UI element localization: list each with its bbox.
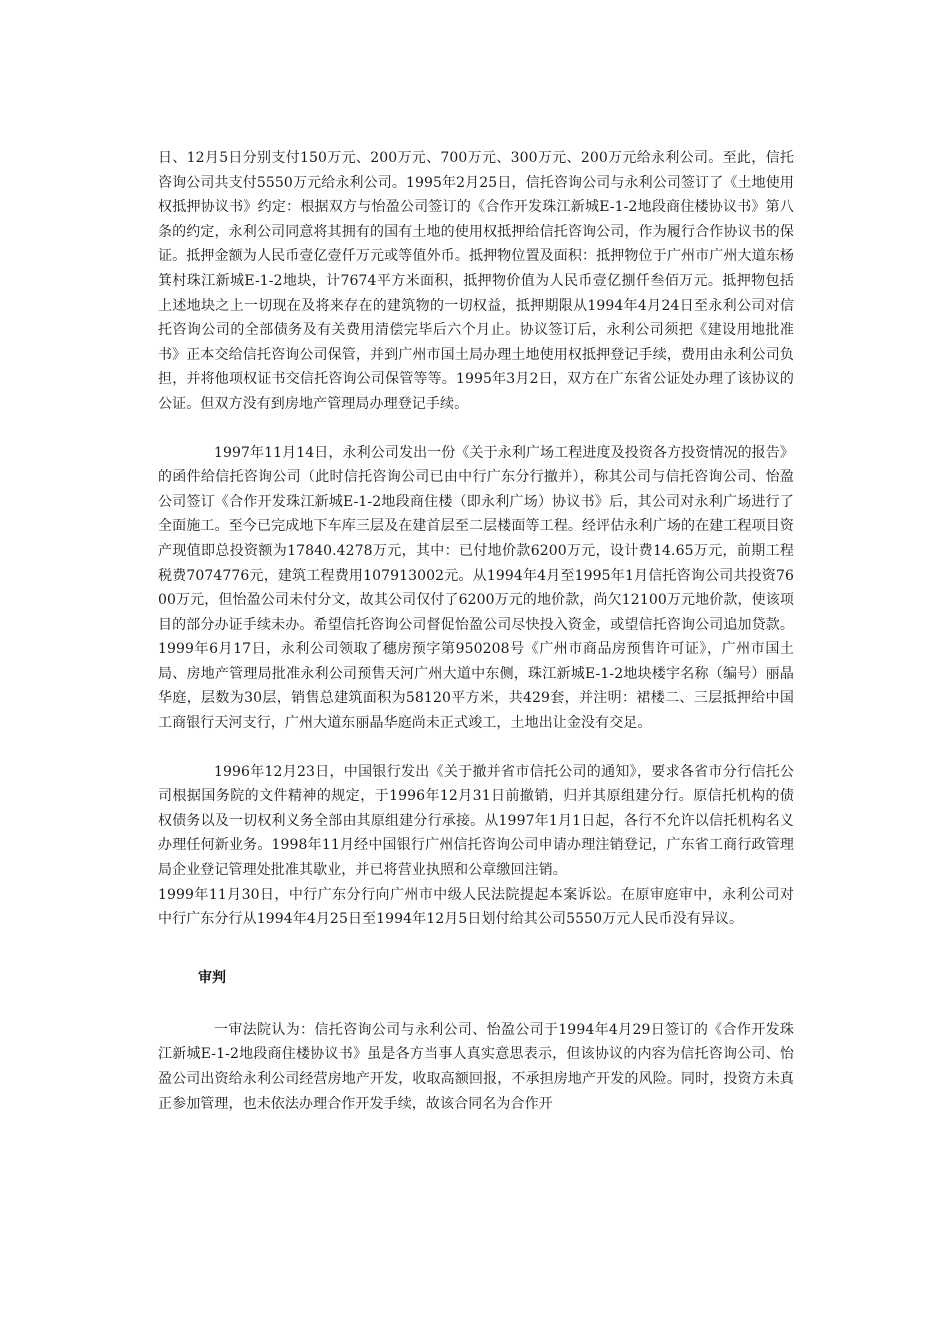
document-page (158, 146, 794, 1116)
paragraph-yongli-report: 1997年11月14日，永利公司发出一份《关于永利广场工程进度及投资各方投资情况的报告》的函件给信托咨询公司（此时信托咨询公司已由中行广东分行撤并），称其公司与信托咨询公司、怡盈公司签订《合作开发珠江新城E-1-2地段商住楼（即永利广场）协议书》后，其公司对永利广场进行了全面施工。至今已完成地下车库三层及在建首层至二层楼面等工程。经评估永利广场的在建工程项目资产现值即总投资额为17840.4278万元，其中：已付地价款6200万元，设计费14.65万元，前期工程税费7074776元，建筑工程费用107913002元。从1994年4月至1995年1月信托咨询公司共投资7600万元，但怡盈公司未付分文，故其公司仅付了6200万元的地价款，尚欠12100万元地价款，使该项目的部分办证手续未办。希望信托咨询公司督促怡盈公司尽快投入资金，或望信托咨询公司追加贷款。1999年6月17日，永利公司领取了穗房预字第950208号《广州市商品房预售许可证》，广州市国土局、房地产管理局批准永利公司预售天河广州大道中东侧，珠江新城E-1-2地块楼宇名称（编号）丽晶华庭，层数为30层，销售总建筑面积为58120平方米，共429套，并注明：裙楼二、三层抵押给中国工商银行天河支行，广州大道东丽晶华庭尚未正式竣工，土地出让金没有交足。 (158, 444, 794, 732)
paragraph-mortgage-agreement: 日、12月5日分别支付150万元、200万元、700万元、300万元、200万元给永利公司。至此，信托咨询公司共支付5550万元给永利公司。1995年2月25日，信托咨询公司与永利公司签订了《土地使用权抵押协议书》约定：根据双方与怡盈公司签订的《合作开发珠江新城E-1-2地段商住楼协议书》第八条的约定，永利公司同意将其拥有的国有土地的使用权抵押给信托咨询公司，作为履行合作协议书的保证。抵押金额为人民币壹亿壹仟万元或等值外币。抵押物位置及面积：抵押物位于广州市广州大道东杨箕村珠江新城E-1-2地块，计7674平方米面积，抵押物价值为人民币壹亿捌仟叁佰万元。抵押物包括上述地块之上一切现在及将来存在的建筑物的一切权益，抵押期限从1994年4月24日至永利公司对信托咨询公司的全部债务及有关费用清偿完毕后六个月止。协议签订后，永利公司须把《建设用地批准书》正本交给信托咨询公司保管，并到广州市国土局办理土地使用权抵押登记手续，费用由永利公司负担，并将他项权证书交信托咨询公司保管等等。1995年3月2日，双方在广东省公证处办理了该协议的公证。但双方没有到房地产管理局办理登记手续。 (158, 150, 794, 412)
paragraph-bank-notice: 1996年12月23日，中国银行发出《关于撤并省市信托公司的通知》，要求各省市分行信托公司根据国务院的文件精神的规定，于1996年12月31日前撤销，归并其原组建分行。原信托机构的债权债务以及一切权利义务全部由其原组建分行承接。从1997年1月1日起，各行不允许以信托机构名义办理任何新业务。1998年11月经中国银行广州信托咨询公司申请办理注销登记，广东省工商行政管理局企业登记管理处批准其歇业，并已将营业执照和公章缴回注销。 (158, 763, 794, 879)
section-heading-trial: 审判 (198, 969, 226, 986)
paragraph-lawsuit: 1999年11月30日，中行广东分行向广州市中级人民法院提起本案诉讼。在原审庭审中，永利公司对中行广东分行从1994年4月25日至1994年12月5日划付给其公司5550万元人民币没有异议。 (158, 886, 794, 928)
paragraph-first-instance: 一审法院认为：信托咨询公司与永利公司、怡盈公司于1994年4月29日签订的《合作开发珠江新城E-1-2地段商住楼协议书》虽是各方当事人真实意思表示，但该协议的内容为信托咨询公司、怡盈公司出资给永利公司经营房地产开发，收取高额回报，不承担房地产开发的风险。同时，投资方未真正参加管理，也未依法办理合作开发手续，故该合同名为合作开 (158, 1021, 794, 1112)
